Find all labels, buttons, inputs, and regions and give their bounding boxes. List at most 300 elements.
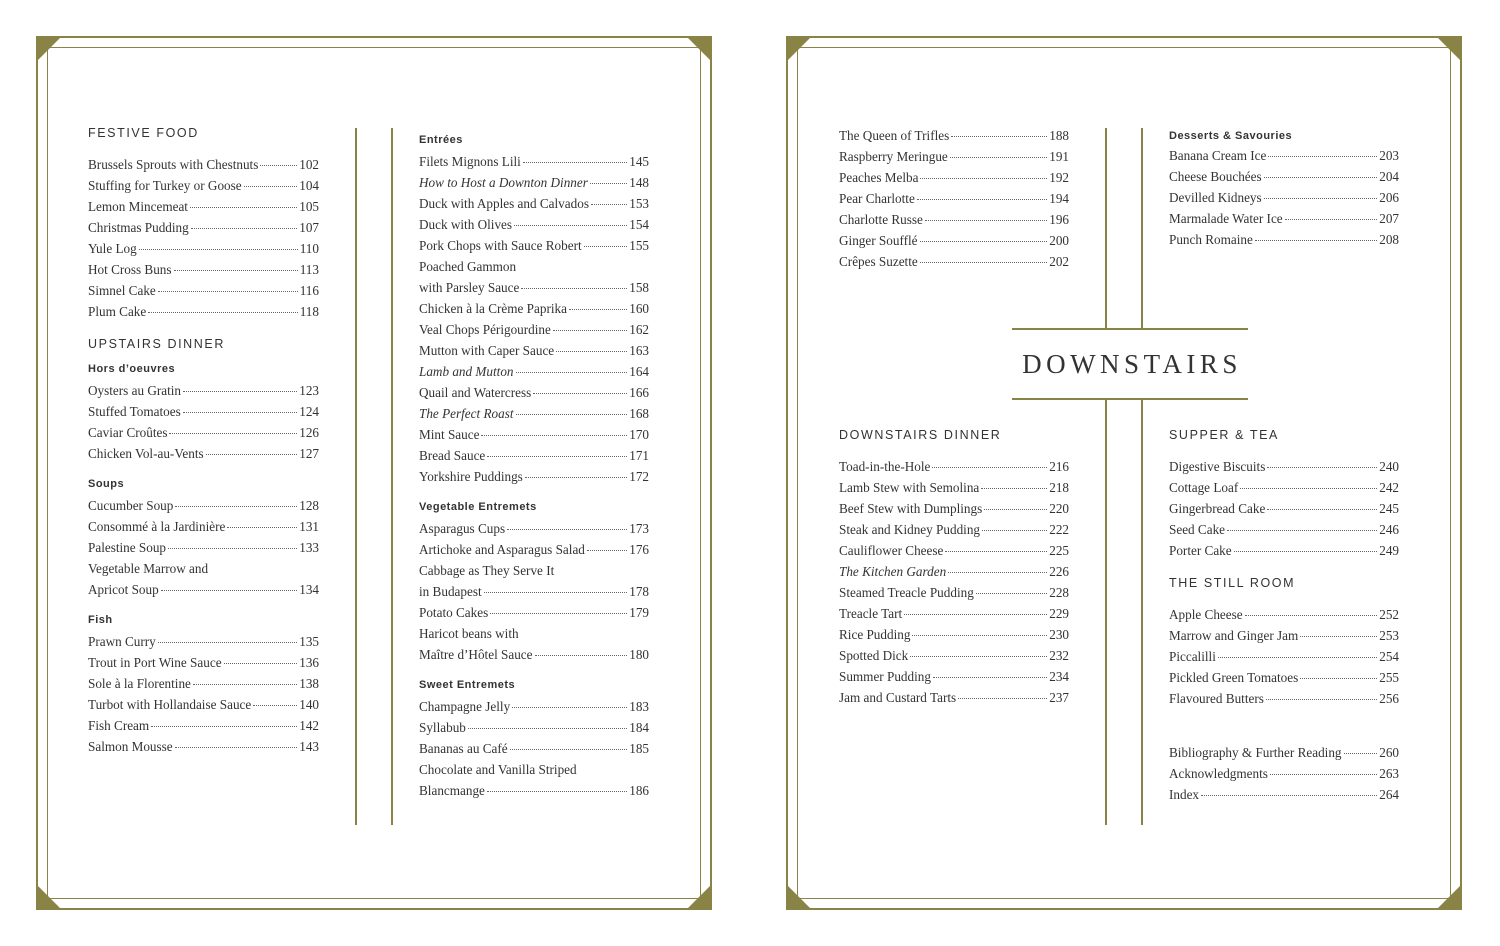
toc-entry xyxy=(1169,166,1399,187)
entry-title: Haricot beans with xyxy=(419,626,519,641)
dot-leader xyxy=(933,677,1047,678)
entry-page-number: 140 xyxy=(299,697,319,712)
entry-title: Chocolate and Vanilla Striped xyxy=(419,762,577,777)
entry-title: Vegetable Marrow and xyxy=(88,561,209,576)
entry-page-number: 134 xyxy=(299,582,319,597)
corner-ornament xyxy=(1438,38,1460,60)
dot-leader xyxy=(1218,657,1377,658)
entry-title: Cauliflower Cheese xyxy=(839,543,944,558)
entry-title: with Parsley Sauce xyxy=(419,280,520,295)
dot-leader xyxy=(982,530,1047,531)
toc-entry xyxy=(419,581,649,602)
toc-entry xyxy=(839,645,1069,666)
corner-ornament xyxy=(38,38,60,60)
dot-leader xyxy=(587,550,627,551)
entry-page-number: 154 xyxy=(629,217,649,232)
toc-column-3-bottom xyxy=(839,428,1069,708)
entry-page-number: 173 xyxy=(629,521,649,536)
entry-title: Steamed Treacle Pudding xyxy=(839,585,974,600)
entry-title: Syllabub xyxy=(419,720,466,735)
dot-leader xyxy=(161,590,298,591)
corner-ornament xyxy=(38,886,60,908)
entry-page-number: 113 xyxy=(299,262,319,277)
dot-leader xyxy=(490,613,627,614)
toc-entry xyxy=(1169,763,1399,784)
entry-title: Brussels Sprouts with Chestnuts xyxy=(88,157,259,172)
entry-page-number: 163 xyxy=(629,343,649,358)
corner-ornament xyxy=(1438,886,1460,908)
dot-leader xyxy=(168,548,297,549)
dot-leader xyxy=(484,592,628,593)
entry-title: Bananas au Café xyxy=(419,741,508,756)
toc-entry xyxy=(88,652,319,673)
entry-page-number: 155 xyxy=(629,238,649,253)
toc-entry xyxy=(1169,498,1399,519)
toc-entry xyxy=(839,561,1069,582)
entry-page-number: 207 xyxy=(1379,211,1399,226)
section-title-still-room: THE STILL ROOM xyxy=(1169,576,1296,590)
dot-leader xyxy=(920,178,1047,179)
toc-entry xyxy=(839,540,1069,561)
toc-entry xyxy=(419,696,649,717)
entry-page-number: 196 xyxy=(1049,212,1069,227)
toc-entry xyxy=(839,477,1069,498)
entry-title: How to Host a Downton Dinner xyxy=(419,175,588,190)
dot-leader xyxy=(910,656,1047,657)
entry-page-number: 128 xyxy=(299,498,319,513)
entry-title: Consommé à la Jardinière xyxy=(88,519,226,534)
dot-leader xyxy=(1255,240,1377,241)
dot-leader xyxy=(932,467,1047,468)
entry-list xyxy=(419,518,649,665)
column-divider xyxy=(1105,128,1107,328)
corner-ornament xyxy=(688,38,710,60)
entry-page-number: 240 xyxy=(1379,459,1399,474)
entry-title: Apricot Soup xyxy=(88,582,159,597)
entry-title: Digestive Biscuits xyxy=(1169,459,1266,474)
entry-page-number: 171 xyxy=(629,448,649,463)
toc-entry xyxy=(419,738,649,759)
dot-leader xyxy=(535,655,628,656)
toc-entry xyxy=(88,280,319,301)
dot-leader xyxy=(523,162,627,163)
entry-list xyxy=(1169,145,1399,250)
dot-leader xyxy=(591,204,627,205)
toc-entry xyxy=(839,519,1069,540)
toc-entry xyxy=(419,717,649,738)
toc-entry xyxy=(419,759,649,780)
dot-leader xyxy=(948,572,1047,573)
toc-entry xyxy=(88,495,319,516)
entry-title: Yule Log xyxy=(88,241,137,256)
dot-leader xyxy=(510,749,628,750)
entry-list xyxy=(1169,604,1399,709)
dot-leader xyxy=(917,199,1047,200)
entry-title: Marrow and Ginger Jam xyxy=(1169,628,1299,643)
entry-page-number: 105 xyxy=(299,199,319,214)
toc-entry xyxy=(88,259,319,280)
toc-entry xyxy=(419,644,649,665)
entry-page-number: 153 xyxy=(629,196,649,211)
section-title-supper-tea: SUPPER & TEA xyxy=(1169,428,1279,442)
toc-entry xyxy=(1169,625,1399,646)
toc-entry xyxy=(419,560,649,581)
dot-leader xyxy=(984,509,1047,510)
toc-column-1 xyxy=(88,126,319,757)
entry-page-number: 176 xyxy=(629,542,649,557)
entry-title: Fish Cream xyxy=(88,718,150,733)
subhead-desserts-savouries: Desserts & Savouries xyxy=(1169,130,1293,142)
dot-leader xyxy=(584,246,628,247)
entry-page-number: 148 xyxy=(629,175,649,190)
toc-entry xyxy=(839,582,1069,603)
entry-title: Stuffing for Turkey or Goose xyxy=(88,178,242,193)
entry-title: Cabbage as They Serve It xyxy=(419,563,555,578)
column-divider xyxy=(1141,400,1143,825)
dot-leader xyxy=(224,663,298,664)
entry-title: Mutton with Caper Sauce xyxy=(419,343,555,358)
toc-entry xyxy=(88,238,319,259)
toc-entry xyxy=(88,558,319,579)
entry-title: Maître d’Hôtel Sauce xyxy=(419,647,533,662)
dot-leader xyxy=(174,270,298,271)
toc-entry xyxy=(1169,145,1399,166)
dot-leader xyxy=(487,791,627,792)
entry-page-number: 118 xyxy=(299,304,319,319)
dot-leader xyxy=(253,705,297,706)
corner-ornament xyxy=(788,38,810,60)
dot-leader xyxy=(569,309,627,310)
entry-title: Ginger Soufflé xyxy=(839,233,918,248)
entry-page-number: 123 xyxy=(299,383,319,398)
toc-column-4-bottom xyxy=(1169,428,1399,805)
entry-list xyxy=(88,495,319,600)
toc-entry xyxy=(1169,187,1399,208)
entry-page-number: 220 xyxy=(1049,501,1069,516)
entry-page-number: 107 xyxy=(299,220,319,235)
entry-page-number: 228 xyxy=(1049,585,1069,600)
entry-page-number: 184 xyxy=(629,720,649,735)
toc-entry xyxy=(88,422,319,443)
toc-entry xyxy=(419,319,649,340)
toc-entry xyxy=(88,401,319,422)
entry-title: Simnel Cake xyxy=(88,283,156,298)
entry-page-number: 124 xyxy=(299,404,319,419)
entry-title: Gingerbread Cake xyxy=(1169,501,1266,516)
dot-leader xyxy=(951,136,1047,137)
toc-entry xyxy=(1169,688,1399,709)
entry-page-number: 232 xyxy=(1049,648,1069,663)
section-title-upstairs: UPSTAIRS DINNER xyxy=(88,337,225,351)
subhead-fish: Fish xyxy=(88,614,113,626)
dot-leader xyxy=(553,330,627,331)
entry-page-number: 116 xyxy=(299,283,319,298)
entry-title: Cucumber Soup xyxy=(88,498,174,513)
dot-leader xyxy=(1264,177,1378,178)
entry-page-number: 254 xyxy=(1379,649,1399,664)
toc-entry xyxy=(419,172,649,193)
toc-entry xyxy=(419,256,649,277)
toc-entry xyxy=(1169,667,1399,688)
entry-title: Christmas Pudding xyxy=(88,220,189,235)
toc-entry xyxy=(419,235,649,256)
dot-leader xyxy=(244,186,298,187)
heading-rule xyxy=(1012,328,1248,330)
dot-leader xyxy=(1270,774,1377,775)
entry-title: Raspberry Meringue xyxy=(839,149,948,164)
entry-page-number: 166 xyxy=(629,385,649,400)
entry-title: Salmon Mousse xyxy=(88,739,173,754)
dot-leader xyxy=(1300,636,1377,637)
entry-page-number: 142 xyxy=(299,718,319,733)
dot-leader xyxy=(487,456,627,457)
entry-page-number: 126 xyxy=(299,425,319,440)
entry-list xyxy=(1169,456,1399,561)
dot-leader xyxy=(950,157,1047,158)
dot-leader xyxy=(206,454,298,455)
toc-entry xyxy=(88,537,319,558)
dot-leader xyxy=(183,412,297,413)
dot-leader xyxy=(158,291,298,292)
entry-title: Poached Gammon xyxy=(419,259,517,274)
dot-leader xyxy=(183,391,297,392)
entry-title: Asparagus Cups xyxy=(419,521,506,536)
toc-entry xyxy=(88,380,319,401)
entry-page-number: 229 xyxy=(1049,606,1069,621)
entry-title: Artichoke and Asparagus Salad xyxy=(419,542,585,557)
entry-title: Toad-in-the-Hole xyxy=(839,459,931,474)
dot-leader xyxy=(1344,753,1378,754)
entry-page-number: 252 xyxy=(1379,607,1399,622)
toc-entry xyxy=(419,518,649,539)
dot-leader xyxy=(920,262,1047,263)
entry-title: Oysters au Gratin xyxy=(88,383,182,398)
dot-leader xyxy=(468,728,627,729)
toc-entry xyxy=(839,456,1069,477)
entry-page-number: 168 xyxy=(629,406,649,421)
dot-leader xyxy=(158,642,297,643)
entry-title: Bibliography & Further Reading xyxy=(1169,745,1342,760)
toc-entry xyxy=(1169,540,1399,561)
entry-title: Chicken à la Crème Paprika xyxy=(419,301,567,316)
entry-title: Bread Sauce xyxy=(419,448,486,463)
entry-page-number: 102 xyxy=(299,157,319,172)
entry-title: Cottage Loaf xyxy=(1169,480,1239,495)
entry-title: Stuffed Tomatoes xyxy=(88,404,181,419)
toc-entry xyxy=(419,193,649,214)
subhead-soups: Soups xyxy=(88,478,125,490)
toc-entry xyxy=(88,217,319,238)
entry-title: Devilled Kidneys xyxy=(1169,190,1262,205)
dot-leader xyxy=(521,288,627,289)
toc-entry xyxy=(419,780,649,801)
entry-page-number: 191 xyxy=(1049,149,1069,164)
dot-leader xyxy=(139,249,298,250)
toc-entry xyxy=(419,151,649,172)
dot-leader xyxy=(507,529,627,530)
dot-leader xyxy=(1245,615,1378,616)
entry-title: Sole à la Florentine xyxy=(88,676,191,691)
dot-leader xyxy=(590,183,627,184)
dot-leader xyxy=(1300,678,1377,679)
dot-leader xyxy=(193,684,297,685)
dot-leader xyxy=(1240,488,1377,489)
dot-leader xyxy=(1267,509,1377,510)
entry-page-number: 218 xyxy=(1049,480,1069,495)
entry-title: Pickled Green Tomatoes xyxy=(1169,670,1299,685)
entry-list xyxy=(419,696,649,801)
entry-list xyxy=(419,151,649,487)
toc-column-3-top xyxy=(839,125,1069,272)
section-title-festive: FESTIVE FOOD xyxy=(88,126,199,140)
subhead-vegetable-entremets: Vegetable Entremets xyxy=(419,501,537,513)
entry-page-number: 158 xyxy=(629,280,649,295)
toc-entry xyxy=(839,624,1069,645)
toc-entry xyxy=(1169,456,1399,477)
column-divider xyxy=(355,128,357,825)
dot-leader xyxy=(260,165,297,166)
entry-page-number: 131 xyxy=(299,519,319,534)
dot-leader xyxy=(981,488,1047,489)
entry-title: Potato Cakes xyxy=(419,605,489,620)
dot-leader xyxy=(191,228,297,229)
entry-title: Steak and Kidney Pudding xyxy=(839,522,981,537)
dot-leader xyxy=(958,698,1047,699)
toc-entry xyxy=(419,466,649,487)
entry-title: Quail and Watercress xyxy=(419,385,532,400)
entry-page-number: 127 xyxy=(299,446,319,461)
entry-list xyxy=(839,456,1069,708)
entry-title: Cheese Bouchées xyxy=(1169,169,1262,184)
entry-title: Duck with Apples and Calvados xyxy=(419,196,589,211)
toc-entry xyxy=(839,251,1069,272)
subhead-hors-doeuvres: Hors d’oeuvres xyxy=(88,363,176,375)
entry-page-number: 145 xyxy=(629,154,649,169)
toc-entry xyxy=(419,602,649,623)
toc-entry xyxy=(1169,477,1399,498)
entry-page-number: 172 xyxy=(629,469,649,484)
toc-entry xyxy=(839,146,1069,167)
entry-page-number: 170 xyxy=(629,427,649,442)
toc-entry xyxy=(419,382,649,403)
entry-title: Acknowledgments xyxy=(1169,766,1268,781)
toc-entry xyxy=(1169,229,1399,250)
entry-title: Index xyxy=(1169,787,1200,802)
subhead-sweet-entremets: Sweet Entremets xyxy=(419,679,516,691)
entry-page-number: 135 xyxy=(299,634,319,649)
entry-page-number: 188 xyxy=(1049,128,1069,143)
toc-entry xyxy=(839,125,1069,146)
toc-entry xyxy=(419,361,649,382)
dot-leader xyxy=(1264,198,1378,199)
toc-entry xyxy=(1169,519,1399,540)
entry-title: Hot Cross Buns xyxy=(88,262,172,277)
entry-title: The Perfect Roast xyxy=(419,406,514,421)
dot-leader xyxy=(227,527,297,528)
section-title-downstairs-dinner: DOWNSTAIRS DINNER xyxy=(839,428,1002,442)
entry-page-number: 186 xyxy=(629,783,649,798)
entry-page-number: 200 xyxy=(1049,233,1069,248)
entry-page-number: 246 xyxy=(1379,522,1399,537)
entry-title: Palestine Soup xyxy=(88,540,167,555)
entry-page-number: 253 xyxy=(1379,628,1399,643)
toc-column-2 xyxy=(419,132,649,801)
dot-leader xyxy=(514,225,627,226)
entry-page-number: 183 xyxy=(629,699,649,714)
toc-entry xyxy=(88,631,319,652)
entry-title: Champagne Jelly xyxy=(419,699,511,714)
downstairs-heading: DOWNSTAIRS xyxy=(1022,349,1242,379)
entry-title: Marmalade Water Ice xyxy=(1169,211,1283,226)
entry-title: The Kitchen Garden xyxy=(839,564,947,579)
entry-title: Peaches Melba xyxy=(839,170,919,185)
entry-list xyxy=(88,631,319,757)
dot-leader xyxy=(1227,530,1377,531)
entry-title: Turbot with Hollandaise Sauce xyxy=(88,697,252,712)
entry-page-number: 164 xyxy=(629,364,649,379)
toc-entry xyxy=(88,579,319,600)
dot-leader xyxy=(912,635,1047,636)
toc-entry xyxy=(839,666,1069,687)
entry-page-number: 160 xyxy=(629,301,649,316)
entry-title: Duck with Olives xyxy=(419,217,513,232)
toc-entry xyxy=(88,673,319,694)
entry-title: Lamb Stew with Semolina xyxy=(839,480,980,495)
toc-entry xyxy=(419,340,649,361)
entry-title: Jam and Custard Tarts xyxy=(839,690,957,705)
dot-leader xyxy=(148,312,297,313)
toc-entry xyxy=(839,188,1069,209)
entry-title: Lemon Mincemeat xyxy=(88,199,188,214)
toc-entry xyxy=(88,736,319,757)
dot-leader xyxy=(512,707,627,708)
entry-title: Summer Pudding xyxy=(839,669,931,684)
entry-page-number: 133 xyxy=(299,540,319,555)
entry-page-number: 234 xyxy=(1049,669,1069,684)
toc-entry xyxy=(839,687,1069,708)
entry-list xyxy=(839,125,1069,272)
column-divider xyxy=(1141,128,1143,328)
entry-page-number: 264 xyxy=(1379,787,1399,802)
entry-page-number: 208 xyxy=(1379,232,1399,247)
entry-page-number: 206 xyxy=(1379,190,1399,205)
toc-entry xyxy=(839,167,1069,188)
entry-title: Spotted Dick xyxy=(839,648,909,663)
toc-entry xyxy=(419,298,649,319)
entry-title: Yorkshire Puddings xyxy=(419,469,523,484)
entry-title: Trout in Port Wine Sauce xyxy=(88,655,222,670)
toc-entry xyxy=(839,230,1069,251)
toc-entry xyxy=(419,403,649,424)
dot-leader xyxy=(920,241,1048,242)
entry-page-number: 178 xyxy=(629,584,649,599)
toc-column-4-top xyxy=(1169,128,1399,250)
entry-page-number: 110 xyxy=(299,241,319,256)
dot-leader xyxy=(190,207,297,208)
column-divider xyxy=(1105,400,1107,825)
entry-page-number: 249 xyxy=(1379,543,1399,558)
dot-leader xyxy=(1285,219,1378,220)
entry-page-number: 230 xyxy=(1049,627,1069,642)
toc-entry xyxy=(1169,784,1399,805)
entry-title: Piccalilli xyxy=(1169,649,1216,664)
entry-title: Rice Pudding xyxy=(839,627,911,642)
toc-entry xyxy=(419,277,649,298)
entry-page-number: 256 xyxy=(1379,691,1399,706)
subhead-entrees: Entrées xyxy=(419,134,463,146)
entry-title: Charlotte Russe xyxy=(839,212,923,227)
toc-entry xyxy=(1169,742,1399,763)
